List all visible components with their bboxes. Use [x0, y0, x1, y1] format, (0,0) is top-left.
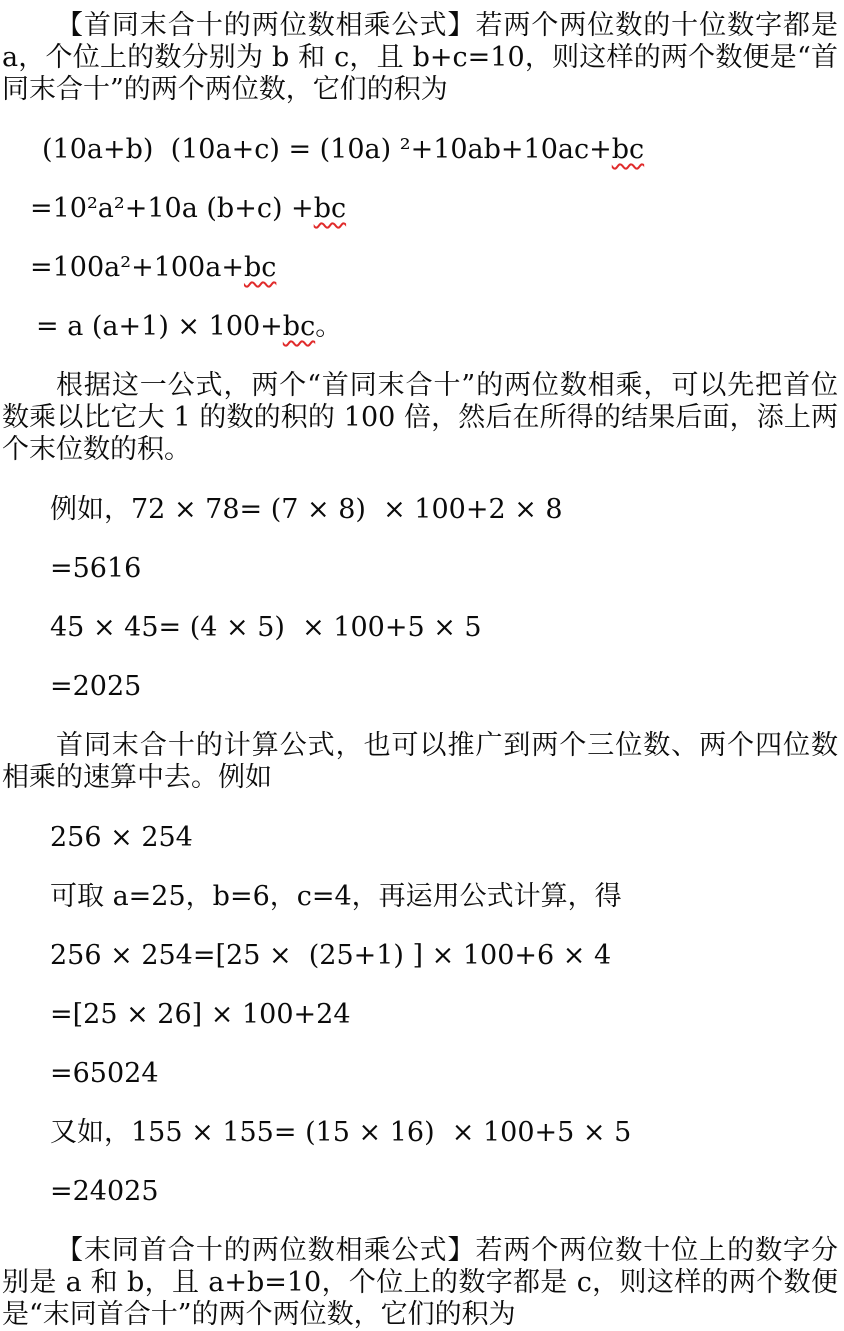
bc-spellcheck-underline: bc — [611, 134, 645, 165]
bc-spellcheck-underline: bc — [282, 311, 316, 342]
formula-line-step3 — [2, 252, 838, 284]
formula-line-expansion — [2, 134, 838, 166]
example-line-256x254-expanded: 256 × 254=[25 × (25+1) ] × 100+6 × 4 — [50, 940, 612, 971]
bc-spellcheck-underline: bc — [313, 193, 347, 224]
paragraph-extension-note: 首同末合十的计算公式，也可以推广到两个三位数、两个四位数相乘的速算中去。例如 — [2, 730, 838, 793]
example-line-256x254: 256 × 254 — [50, 822, 193, 853]
example-result-2025: =2025 — [50, 671, 142, 702]
formula-suffix: 。 — [315, 311, 343, 342]
formula-pre: =100a²+100a+ — [30, 252, 244, 283]
example-line-72x78: 例如，72 × 78= (7 × 8) × 100+2 × 8 — [50, 494, 563, 525]
example-line-assignments: 可取 a=25，b=6，c=4，再运用公式计算，得 — [50, 881, 622, 912]
example-line-45x45: 45 × 45= (4 × 5) × 100+5 × 5 — [50, 612, 482, 643]
paragraph-motong-formula-intro: 【末同首合十的两位数相乘公式】若两个两位数十位上的数字分别是 a 和 b，且 a+b=10，个位上的数字都是 c，则这样的两个数便是“末同首合十”的两个两位数，它们的积为 — [2, 1235, 838, 1330]
paragraph-rule-explanation: 根据这一公式，两个“首同末合十”的两位数相乘，可以先把首位数乘以比它大 1 的数的积的 100 倍，然后在所得的结果后面，添上两个末位数的积。 — [2, 370, 838, 465]
example-result-24025: =24025 — [50, 1176, 159, 1207]
formula-pre: =10²a²+10a (b+c) + — [30, 193, 314, 224]
example-result-65024: =65024 — [50, 1058, 159, 1089]
formula-line-result — [2, 311, 838, 343]
bc-spellcheck-underline: bc — [243, 252, 277, 283]
paragraph-shoutong-formula-intro: 【首同末合十的两位数相乘公式】若两个两位数的十位数字都是 a，个位上的数分别为 b 和 c，且 b+c=10，则这样的两个数便是“首同末合十”的两个两位数，它们的积为 — [2, 10, 838, 105]
example-result-5616: =5616 — [50, 553, 142, 584]
formula-pre: (10a+b) (10a+c) = (10a) ²+10ab+10ac+ — [42, 134, 612, 165]
example-line-155x155: 又如，155 × 155= (15 × 16) × 100+5 × 5 — [50, 1117, 632, 1148]
example-line-25x26: =[25 × 26] × 100+24 — [50, 999, 351, 1030]
formula-line-step2 — [2, 193, 838, 225]
formula-pre: = a (a+1) × 100+ — [36, 311, 283, 342]
